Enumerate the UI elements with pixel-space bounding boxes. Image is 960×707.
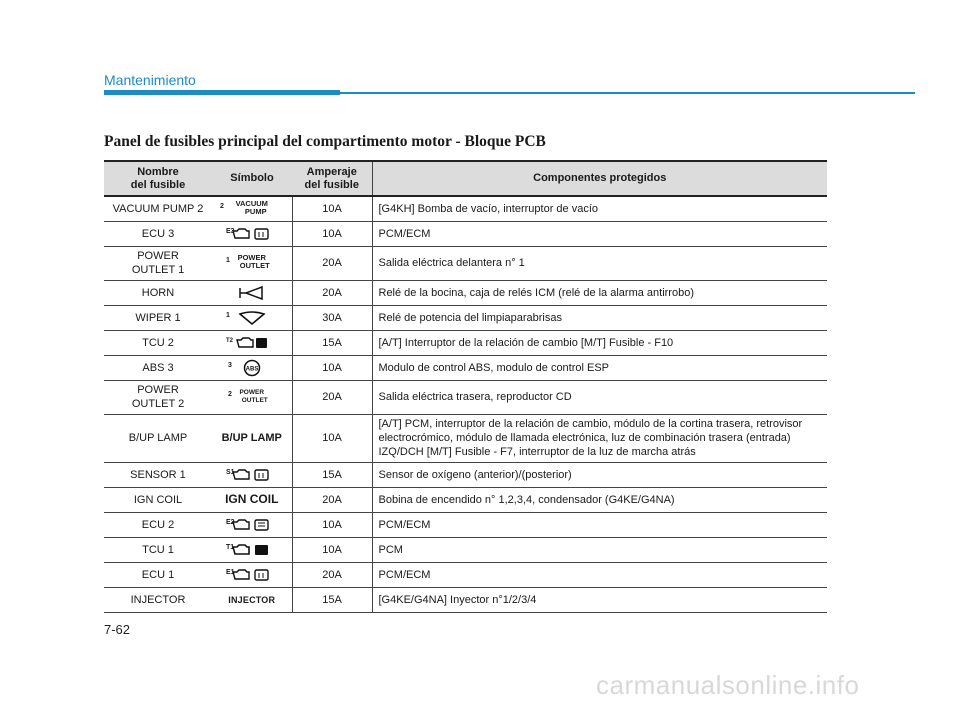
fuse-name: WIPER 1 (104, 305, 212, 330)
engine-ecu-icon (230, 518, 274, 532)
table-row (104, 246, 827, 280)
fuse-amperage: 15A (292, 587, 372, 612)
table-row (104, 487, 827, 512)
fuse-components: [G4KE/G4NA] Inyector n°1/2/3/4 (372, 587, 827, 612)
fuse-components: Relé de la bocina, caja de relés ICM (relé de la alarma antirrobo) (372, 280, 827, 305)
fuse-name: ECU 3 (104, 221, 212, 246)
fuse-amperage: 20A (292, 562, 372, 587)
table-row (104, 414, 827, 462)
fuse-amperage: 10A (292, 414, 372, 462)
fuse-amperage: 20A (292, 380, 372, 414)
fuse-components: [A/T] PCM, interruptor de la relación de cambio, módulo de la cortina trasera, retrovisor electrocrómico, módulo de llamada electrónica, luz de combinación trasera (entrada) IZQ/DCH [M/T] Fusible - F7, interruptor de la luz de marcha atrás (372, 414, 827, 462)
table-row (104, 221, 827, 246)
fuse-components: PCM/ECM (372, 562, 827, 587)
section-label: Mantenimiento (104, 72, 196, 88)
fuse-components: PCM/ECM (372, 512, 827, 537)
fuse-amperage: 15A (292, 330, 372, 355)
fuse-components: Sensor de oxígeno (anterior)/(posterior) (372, 462, 827, 487)
fuse-name: POWER OUTLET 2 (104, 380, 212, 414)
sensor-icon (230, 468, 274, 482)
section-rule-thin (340, 92, 915, 94)
page-title: Panel de fusibles principal del compartimento motor - Bloque PCB (104, 133, 546, 150)
table-row (104, 562, 827, 587)
fuse-name: ECU 2 (104, 512, 212, 537)
fuse-amperage: 10A (292, 355, 372, 380)
section-rule-thick (104, 90, 340, 95)
fuse-components: [G4KH] Bomba de vacío, interruptor de vacío (372, 196, 827, 221)
fuse-amperage: 20A (292, 487, 372, 512)
fuse-symbol: S1 (212, 462, 292, 487)
table-row (104, 462, 827, 487)
fuse-name: TCU 1 (104, 537, 212, 562)
page-number: 7-62 (104, 622, 131, 637)
fuse-name: B/UP LAMP (104, 414, 212, 462)
fuse-components: Bobina de encendido n° 1,2,3,4, condensador (G4KE/G4NA) (372, 487, 827, 512)
table-header-row (104, 161, 827, 196)
fuse-symbol: 3 ABS (212, 355, 292, 380)
fuse-name: ECU 1 (104, 562, 212, 587)
table-row (104, 512, 827, 537)
fuse-name: VACUUM PUMP 2 (104, 196, 212, 221)
fuse-symbol (212, 280, 292, 305)
table-row (104, 280, 827, 305)
fuse-amperage: 10A (292, 512, 372, 537)
fuse-amperage: 10A (292, 537, 372, 562)
transmission-tcu-icon (234, 336, 270, 350)
header-components: Componentes protegidos (372, 161, 827, 196)
svg-text:ABS: ABS (245, 366, 259, 372)
fuse-components: Salida eléctrica trasera, reproductor CD (372, 380, 827, 414)
fuse-components: Salida eléctrica delantera n° 1 (372, 246, 827, 280)
fuse-name: POWER OUTLET 1 (104, 246, 212, 280)
table-row (104, 305, 827, 330)
fuse-symbol: 1 POWER OUTLET (212, 246, 292, 280)
table-row (104, 537, 827, 562)
fuse-amperage: 15A (292, 462, 372, 487)
fuse-symbol: 2 POWER OUTLET (212, 380, 292, 414)
table-row (104, 355, 827, 380)
fuse-symbol: INJECTOR (212, 587, 292, 612)
fuse-components: PCM/ECM (372, 221, 827, 246)
fuse-symbol: 2 VACUUM PUMP (212, 196, 292, 221)
watermark: carmanualsonline.info (596, 670, 860, 700)
table-row (104, 587, 827, 612)
fuse-amperage: 20A (292, 280, 372, 305)
fuse-name: IGN COIL (104, 487, 212, 512)
fuse-components: Modulo de control ABS, modulo de control ESP (372, 355, 827, 380)
wiper-icon (237, 310, 267, 326)
fuse-symbol: IGN COIL (212, 487, 292, 512)
table-row (104, 380, 827, 414)
horn-icon (236, 285, 268, 301)
table-row (104, 196, 827, 221)
engine-ecu-icon (230, 227, 274, 241)
table-row (104, 330, 827, 355)
fuse-symbol: T2 (212, 330, 292, 355)
transmission-tcu-icon (230, 543, 274, 557)
fuse-components: PCM (372, 537, 827, 562)
fuse-amperage: 10A (292, 196, 372, 221)
fuse-name: ABS 3 (104, 355, 212, 380)
fuse-name: HORN (104, 280, 212, 305)
abs-icon (241, 359, 263, 377)
engine-ecu-icon (230, 568, 274, 582)
fuse-amperage: 20A (292, 246, 372, 280)
fuse-components: [A/T] Interruptor de la relación de cambio [M/T] Fusible - F10 (372, 330, 827, 355)
fuse-amperage: 10A (292, 221, 372, 246)
fuse-name: INJECTOR (104, 587, 212, 612)
fuse-symbol: B/UP LAMP (212, 414, 292, 462)
fuse-symbol: 1 (212, 305, 292, 330)
fuse-symbol: T1 (212, 537, 292, 562)
header-symbol: Símbolo (230, 172, 274, 184)
header-fuse-name: Nombre del fusible (130, 165, 186, 191)
fuse-symbol: E3 (212, 221, 292, 246)
fuse-symbol: E2 (212, 512, 292, 537)
header-amperage: Amperaje del fusible (304, 165, 359, 191)
fuse-name: SENSOR 1 (104, 462, 212, 487)
fuse-symbol: E1 (212, 562, 292, 587)
fuse-amperage: 30A (292, 305, 372, 330)
fuse-name: TCU 2 (104, 330, 212, 355)
fuse-components: Relé de potencia del limpiaparabrisas (372, 305, 827, 330)
fuse-table (104, 160, 827, 613)
